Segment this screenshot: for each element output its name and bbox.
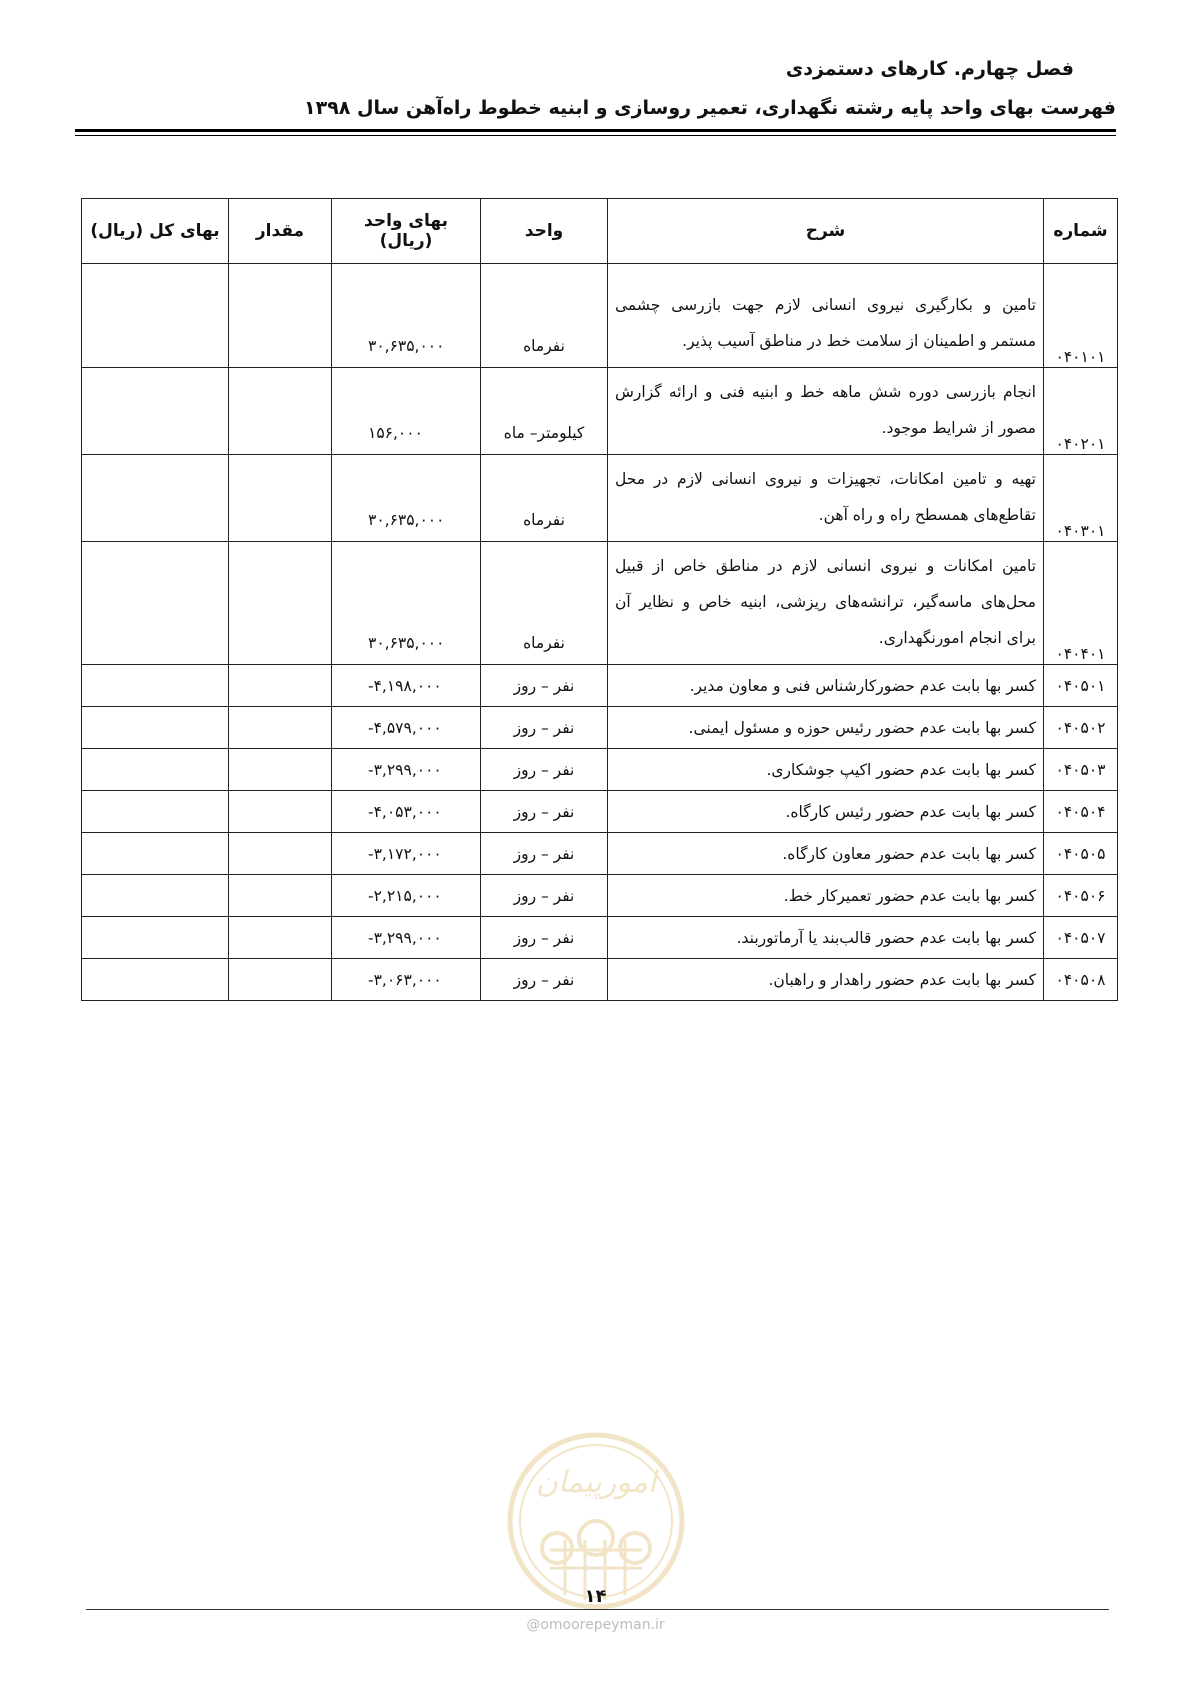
document-title: فهرست بهای واحد پایه رشته نگهداری، تعمیر روسازی و ابنیه خطوط راه‌آهن سال ۱۳۹۸ xyxy=(304,97,1116,119)
row-number: ۰۴۰۵۰۸ xyxy=(1044,959,1118,1001)
row-description: تامین امکانات و نیروی انسانی لازم در مناطق خاص از قبیل محل‌های ماسه‌گیر، ترانشه‌های ریزشی، ابنیه خاص و نظایر آن برای انجام امورنگهداری. xyxy=(608,542,1044,665)
row-description: کسر بها بابت عدم حضور رئیس حوزه و مسئول ایمنی. xyxy=(608,707,1044,749)
row-number: ۰۴۰۳۰۱ xyxy=(1044,455,1118,542)
row-total-price xyxy=(82,707,229,749)
table-row xyxy=(82,542,1118,665)
row-unit: نفر – روز xyxy=(481,959,608,1001)
price-list-table xyxy=(81,198,1118,1001)
row-number: ۰۴۰۱۰۱ xyxy=(1044,264,1118,368)
table-row xyxy=(82,875,1118,917)
row-number: ۰۴۰۵۰۴ xyxy=(1044,791,1118,833)
table-row xyxy=(82,917,1118,959)
header-unit: واحد xyxy=(481,199,608,264)
row-unit: نفر – روز xyxy=(481,749,608,791)
row-total-price xyxy=(82,368,229,455)
header-rule-thin xyxy=(75,135,1116,136)
row-number: ۰۴۰۲۰۱ xyxy=(1044,368,1118,455)
row-unit-price: -۳,۲۹۹,۰۰۰ xyxy=(332,917,481,959)
watermark-script: امورپیمان xyxy=(535,1465,657,1500)
footer-rule xyxy=(86,1609,1109,1610)
row-total-price xyxy=(82,833,229,875)
row-unit-price: -۳,۲۹۹,۰۰۰ xyxy=(332,749,481,791)
table-row xyxy=(82,833,1118,875)
table-row xyxy=(82,264,1118,368)
row-total-price xyxy=(82,665,229,707)
row-unit: نفر – روز xyxy=(481,833,608,875)
row-unit: کیلومتر– ماه xyxy=(481,368,608,455)
table-row xyxy=(82,368,1118,455)
row-quantity xyxy=(229,665,332,707)
row-number: ۰۴۰۵۰۷ xyxy=(1044,917,1118,959)
row-quantity xyxy=(229,455,332,542)
table-row xyxy=(82,749,1118,791)
row-number: ۰۴۰۵۰۲ xyxy=(1044,707,1118,749)
row-number: ۰۴۰۵۰۱ xyxy=(1044,665,1118,707)
row-total-price xyxy=(82,875,229,917)
row-unit-price: -۴,۱۹۸,۰۰۰ xyxy=(332,665,481,707)
header-quantity: مقدار xyxy=(229,199,332,264)
row-quantity xyxy=(229,875,332,917)
row-quantity xyxy=(229,749,332,791)
table-header-row xyxy=(82,199,1118,264)
header-description: شرح xyxy=(608,199,1044,264)
table-row xyxy=(82,959,1118,1001)
row-total-price xyxy=(82,264,229,368)
row-number: ۰۴۰۴۰۱ xyxy=(1044,542,1118,665)
row-quantity xyxy=(229,959,332,1001)
header-total-price: بهای کل (ریال) xyxy=(82,199,229,264)
row-unit: نفرماه xyxy=(481,264,608,368)
row-quantity xyxy=(229,368,332,455)
row-description: کسر بها بابت عدم حضور رئیس کارگاه. xyxy=(608,791,1044,833)
row-description: کسر بها بابت عدم حضور راهدار و راهبان. xyxy=(608,959,1044,1001)
row-unit: نفرماه xyxy=(481,542,608,665)
row-description: کسر بها بابت عدم حضور تعمیرکار خط. xyxy=(608,875,1044,917)
page-number: ۱۴ xyxy=(584,1586,607,1607)
row-description: کسر بها بابت عدم حضور قالب‌بند یا آرماتوربند. xyxy=(608,917,1044,959)
row-unit-price: ۳۰,۶۳۵,۰۰۰ xyxy=(332,264,481,368)
row-unit-price: -۳,۰۶۳,۰۰۰ xyxy=(332,959,481,1001)
header-number: شماره xyxy=(1044,199,1118,264)
row-unit: نفر – روز xyxy=(481,791,608,833)
row-description: کسر بها بابت عدم حضور اکیپ جوشکاری. xyxy=(608,749,1044,791)
row-unit: نفر – روز xyxy=(481,665,608,707)
table-row xyxy=(82,707,1118,749)
row-quantity xyxy=(229,707,332,749)
row-unit-price: -۲,۲۱۵,۰۰۰ xyxy=(332,875,481,917)
row-description: تهیه و تامین امکانات، تجهیزات و نیروی انسانی لازم در محل تقاطع‌های همسطح راه و راه آهن. xyxy=(608,455,1044,542)
header-rule-thick xyxy=(75,129,1116,132)
table-row xyxy=(82,455,1118,542)
row-number: ۰۴۰۵۰۵ xyxy=(1044,833,1118,875)
row-quantity xyxy=(229,542,332,665)
row-quantity xyxy=(229,917,332,959)
row-description: تامین و بکارگیری نیروی انسانی لازم جهت بازرسی چشمی مستمر و اطمینان از سلامت خط در مناطق آسیب پذیر. xyxy=(608,264,1044,368)
row-unit: نفر – روز xyxy=(481,707,608,749)
row-unit: نفر – روز xyxy=(481,917,608,959)
website-watermark: @omoorepeyman.ir xyxy=(526,1617,665,1633)
row-quantity xyxy=(229,833,332,875)
row-number: ۰۴۰۵۰۶ xyxy=(1044,875,1118,917)
row-unit-price: -۳,۱۷۲,۰۰۰ xyxy=(332,833,481,875)
row-description: انجام بازرسی دوره شش ماهه خط و ابنیه فنی و ارائه گزارش مصور از شرایط موجود. xyxy=(608,368,1044,455)
row-quantity xyxy=(229,791,332,833)
table-row xyxy=(82,665,1118,707)
row-total-price xyxy=(82,791,229,833)
row-unit: نفر – روز xyxy=(481,875,608,917)
row-unit-price: -۴,۰۵۳,۰۰۰ xyxy=(332,791,481,833)
row-unit-price: ۳۰,۶۳۵,۰۰۰ xyxy=(332,455,481,542)
row-description: کسر بها بابت عدم حضورکارشناس فنی و معاون مدیر. xyxy=(608,665,1044,707)
row-description: کسر بها بابت عدم حضور معاون کارگاه. xyxy=(608,833,1044,875)
row-unit-price: ۳۰,۶۳۵,۰۰۰ xyxy=(332,542,481,665)
row-total-price xyxy=(82,455,229,542)
watermark-logo xyxy=(505,1430,687,1612)
row-unit-price: ۱۵۶,۰۰۰ xyxy=(332,368,481,455)
header-unit-price: بهای واحد (ریال) xyxy=(332,199,481,264)
row-total-price xyxy=(82,917,229,959)
row-quantity xyxy=(229,264,332,368)
row-unit-price: -۴,۵۷۹,۰۰۰ xyxy=(332,707,481,749)
row-unit: نفرماه xyxy=(481,455,608,542)
row-number: ۰۴۰۵۰۳ xyxy=(1044,749,1118,791)
row-total-price xyxy=(82,959,229,1001)
chapter-heading: فصل چهارم. کارهای دستمزدی xyxy=(785,58,1074,80)
table-row xyxy=(82,791,1118,833)
row-total-price xyxy=(82,542,229,665)
row-total-price xyxy=(82,749,229,791)
